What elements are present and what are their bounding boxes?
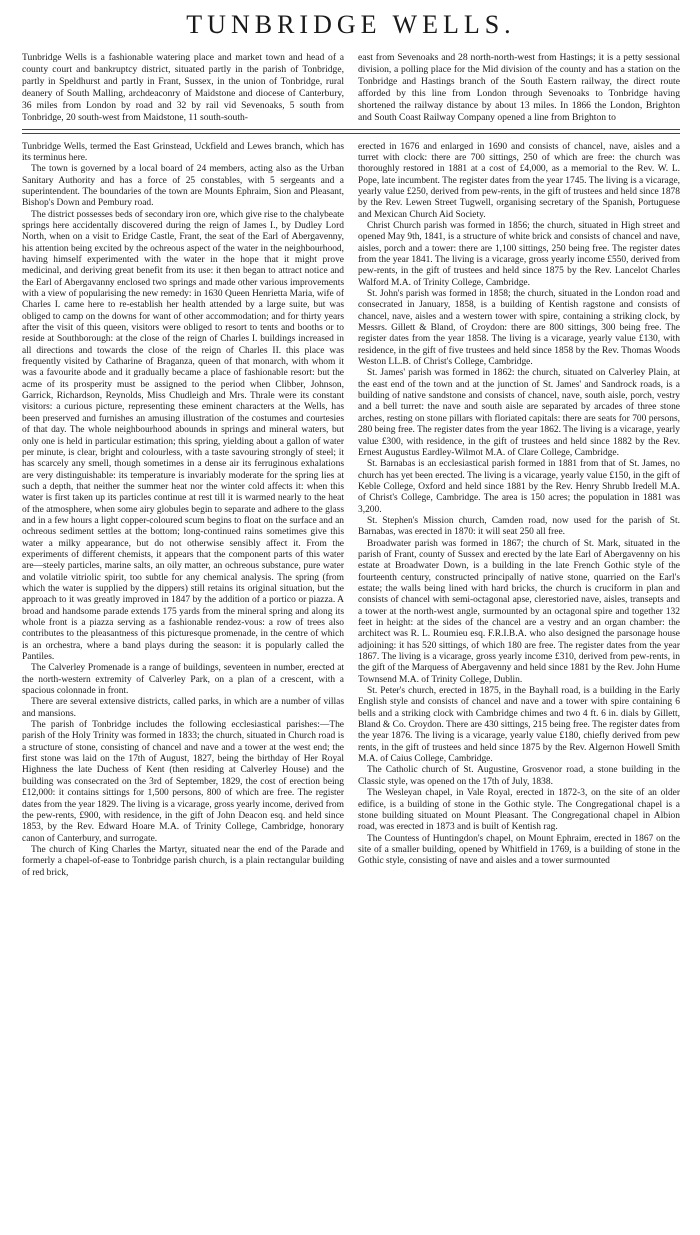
section-divider-secondary (22, 133, 680, 134)
paragraph: St. John's parish was formed in 1858; the church, situated in the London road and consecrated in January, 1858, is a building of Kentish ragstone and consists of chancel, nave, aisles and a western tower with spire, containing a striking clock, by Messrs. Gillett & Bland, of Croydon: there are 800 sittings, 300 being free. The register dates from the year 1858. The living is a vicarage, yearly value £130, with residence, in the gift of five trustees and held since 1858 by the Rev. Thomas Woods Weston LL.B. of Christ's College, Cambridge. (358, 289, 680, 368)
paragraph: St. Barnabas is an ecclesiastical parish formed in 1881 from that of St. James, no church has yet been erected. The living is a vicarage, yearly value £150, in the gift of Keble College, Oxford and held since 1881 by the Rev. Henry Shrubb Iredell M.A. of Christ's College, Cambridge. The area is 150 acres; the population in 1881 was 3,200. (358, 459, 680, 515)
paragraph: Christ Church parish was formed in 1856; the church, situated in High street and opened May 9th, 1841, is a structure of white brick and consists of chancel and nave, aisles, porch and a tower: there are 1,100 sittings, 250 being free. The register dates from the year 1841. The living is a vicarage, gross yearly income £550, derived from pew-rents, in the gift of trustees and held since 1875 by the Rev. Lancelot Charles Walford M.A. of Trinity College, Cambridge. (358, 220, 680, 288)
paragraph: The Calverley Promenade is a range of buildings, seventeen in number, erected at the north-western extremity of Calverley Park, on a plan of a crescent, with a spacious colonnade in front. (22, 663, 344, 697)
paragraph: Broadwater parish was formed in 1867; the church of St. Mark, situated in the parish of Frant, county of Sussex and erected by the late Earl of Abergavenny on his estate at Broadwater Down, is a building in the late French Gothic style of the fourteenth century, constructed principally of native stone, quarried on the Earl's estate; the walls being lined with hard bricks, the church is cruciform in plan and consists of chancel with semi-octagonal apse, clerestoried nave, aisles, transepts and a tower at the north-west angle, surmounted by an octagonal spire and together 132 feet in height: at the sides of the chancel are a vestry and an organ chamber: the architect was R. L. Roumieu esq. F.R.I.B.A. who also designed the parsonage house adjoining: it has 520 sittings, of which 180 are free. The register dates from the year 1867. The living is a vicarage, gross yearly income £310, derived from pew-rents, in the gift of the Marquess of Abergavenny and held since 1881 by the Rev. John Hume Townsend M.A. of Trinity College, Dublin. (358, 538, 680, 685)
paragraph: The church of King Charles the Martyr, situated near the end of the Parade and formerly a chapel-of-ease to Tonbridge parish church, is a plain rectangular building of red brick, (22, 844, 344, 878)
paragraph: erected in 1676 and enlarged in 1690 and consists of chancel, nave, aisles and a turret with clock: there are 700 sittings, 250 of which are free: the church was thoroughly restored in 1881 at a cost of £4,000, as a memorial to the Rev. W. L. Pope, late incumbent. The register dates from the year 1745. The living is a vicarage, yearly value £250, derived from pew-rents, in the gift of trustees and held since 1878 by the Rev. Lewen Street Tugwell, organising secretary of the Spanish, Portuguese and Mexican Church Aid Society. (358, 141, 680, 220)
main-body (22, 142, 680, 879)
paragraph: St. Peter's church, erected in 1875, in the Bayhall road, is a building in the Early English style and consists of chancel and nave and a tower with spire containing 6 bells and a striking clock with Cambridge chimes and two 4 ft. 6 in. dials by Gillett, Bland & Co. Croydon. There are 430 sittings, 215 being free. The register dates from the year 1876. The living is a vicarage, yearly value £180, chiefly derived from pew rents, in the gift of trustees and held since 1875 by the Rev. Algernon Howell Smith M.A. of Caius College, Cambridge. (358, 686, 680, 765)
paragraph: The district possesses beds of secondary iron ore, which give rise to the chalybeate springs here accidentally discovered during the reign of James I., by Dudley Lord North, when on a visit to Eridge Castle, Frant, the seat of the Earl of Abergavenny, his attention being excited by the ochreous aspect of the water in the neighbourhood, having himself experimented with the water in the hope that it might prove medicinal, and deriving great benefit from its use: it then began to attract notice and the Earl of Abergavanny enclosed two springs and made other various improvements with a view of popularising the new remedy: in 1630 Queen Henrietta Maria, wife of Charles I. came here to re-establish her health attended by a large suite, but was obliged to camp on the downs for want of other accommodation; and for thirty years after the visit of this queen, visitors were obliged to resort to tents and booths or to reside at Southborough: at the close of the reign of Charles I. buildings increased in all directions and towards the close of the reign of Charles II. this place was frequently visited by Catharine of Braganza, queen of that monarch, with whom it was a favourite abode and it gradually became a place of fashionable resort: but the acme of its prosperity must be assigned to the period when Clibber, Johnson, Garrick, Richardson, Reynolds, Miss Chudleigh and Mrs. Thrale were its constant visitors: a curious picture, representing these eminent characters at the Wells, has been preserved and furnishes an amusing illustration of the costumes and courtesies of that day. The whole neighbourhood abounds in springs and mineral waters, but only one is held in particular estimation; this spring, yielding about a gallon of water per minute, is clear, bright and colourless, with a taste savouring strongly of steel; it has scarcely any smell, though sometimes in a dense air its ferruginous exhalations are very distinguishable: its temperature is invariably moderate for the spring lies at such a depth, that neither the summer heat nor the winter cold affects it: when this water is first taken up its particles continue at rest till it is warmed nearly to the heat of the atmosphere, when some airy globules begin to separate and adhere to the glass and in a few hours a light copper-coloured scum begins to float on the surface and an ochreous sediment settles at the bottom; long-continued rains sometimes give this water a milky appearance, but do not otherwise sensibly affect it. From the experiments of different chemists, it appears that the component parts of this water are—steely particles, marine salts, an oily matter, an ochreous substance, pure water and volatile vitriolic spirit, too subtle for any chemical analysis. The spring (from which the water is supplied by the dippers) still retains its original situation, but the approach to it was greatly improved in 1847 by the addition of a portico or piazza. A broad and handsome parade extends 175 yards from the mineral spring and along its whole front is a piazza serving as a fashionable rendez-vous: a row of trees also contributes to the pleasantness of this picturesque promenade, in the centre of which is an orchestra, where a band plays during the season: it is popularly called the Pantiles. (22, 209, 344, 663)
page (22, 10, 680, 879)
left-column (22, 142, 344, 879)
paragraph: The Wesleyan chapel, in Vale Royal, erected in 1872-3, on the site of an older edifice, is a building of stone in the Gothic style. The Congregational chapel is a stone building situated on Mount Pleasant. The Congregational chapel in Albion road, was erected in 1873 and is built of Kentish rag. (358, 788, 680, 833)
paragraph: St. James' parish was formed in 1862: the church, situated on Calverley Plain, at the east end of the town and at the junction of St. James' and Sandrock roads, is a building of native sandstone and consists of chancel, nave, south aisle, porch, vestry and a bell turret: the nave and south aisle are separated by arcades of three stone arches, resting on stone pillars with floriated capitals: there are seats for 700 persons, 280 being free. The register dates from the year 1862. The living is a vicarage, yearly value £300, with residence, in the gift of trustees and held since 1882 by the Rev. Ernest Augustus Eardley-Wilmot M.A. of Clare College, Cambridge. (358, 368, 680, 458)
intro-right-column (358, 52, 680, 125)
page-title: TUNBRIDGE WELLS. (186, 10, 516, 39)
paragraph: St. Stephen's Mission church, Camden road, now used for the parish of St. Barnabas, was erected in 1870: it will seat 250 all free. (358, 515, 680, 538)
intro-left-paragraph: Tunbridge Wells is a fashionable watering place and market town and head of a county court and bankruptcy district, situated partly in the parish of Tonbridge, partly in Speldhurst and partly in Frant, Sussex, in the union of Tonbridge, rural deanery of South Malling, archdeaconry of Maidstone and diocese of Canterbury, 36 miles from London by road and 32 by rail vid Sevenoaks, 5 south from Tonbridge, 20 south-west from Maidstone, 11 south-south- (22, 52, 344, 124)
section-divider (22, 129, 680, 130)
paragraph: The Countess of Huntingdon's chapel, on Mount Ephraim, erected in 1867 on the site of a smaller building, opened by Whitfield in 1769, is a building of stone in the Gothic style, consisting of nave and aisles and a tower surmounted (358, 833, 680, 867)
intro-right-paragraph: east from Sevenoaks and 28 north-north-west from Hastings; it is a petty sessional division, a polling place for the Mid division of the county and has a station on the Tonbridge and Hastings branch of the South Eastern railway, the direct route afforded by this line from London through Sevenoaks to Tonbridge having shortened the railway distance by about 13 miles. In 1866 the London, Brighton and South Coast Railway Company opened a line from Brighton to (358, 52, 680, 124)
paragraph: There are several extensive districts, called parks, in which are a number of villas and mansions. (22, 697, 344, 719)
right-column (358, 142, 680, 879)
paragraph: The parish of Tonbridge includes the following ecclesiastical parishes:—The parish of the Holy Trinity was formed in 1833; the church, situated in Church road is a structure of stone, consisting of chancel and nave and a tower at the west end; the first stone was laid on the 17th of August, 1827, being the birthday of Her Royal Highness the late Duchess of Kent (then residing at Calverley House) and the building was consecrated on the 3rd of September, 1829, the cost of erection being £12,000: it contains sittings for 1,500 persons, 800 of which are free. The register dates from the year 1829. The living is a vicarage, gross yearly income, derived from the pew-rents, £900, with residence, in the gift of John Deacon esq. and held since 1853, by the Rev. Edward Hoare M.A. of Trinity College, Cambridge, honorary canon of Canterbury, and surrogate. (22, 720, 344, 844)
paragraph: The town is governed by a local board of 24 members, acting also as the Urban Sanitary Authority and has a force of 25 constables, with 5 sergeants and a superintendent. The boundaries of the town are Mounts Ephraim, Sion and Pleasant, Bishop's Down and Pembury road. (22, 164, 344, 209)
intro-section (22, 52, 680, 125)
paragraph: The Catholic church of St. Augustine, Grosvenor road, a stone building in the Classic style, was opened on the 17th of July, 1838. (358, 765, 680, 787)
intro-left-column (22, 52, 344, 125)
paragraph: Tunbridge Wells, termed the East Grinstead, Uckfield and Lewes branch, which has its terminus here. (22, 141, 344, 163)
